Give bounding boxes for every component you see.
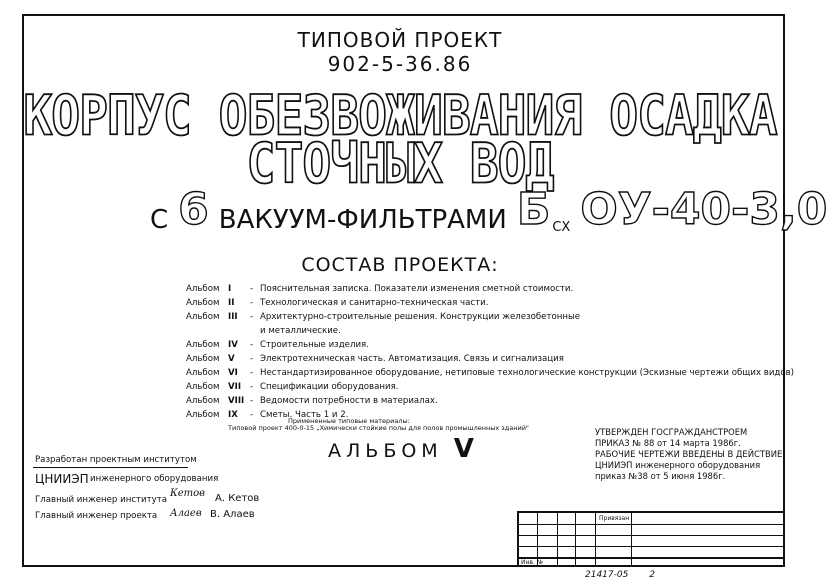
title-line-2: СТОЧНЫХ ВОД xyxy=(246,131,554,197)
list-item: Альбом II - Технологическая и санитарно-техническая части. xyxy=(186,298,489,308)
album-word: Альбом xyxy=(186,340,220,350)
project-number: 902-5-36.86 xyxy=(327,52,473,76)
album-label-number: V xyxy=(453,434,479,464)
album-description: и металлические. xyxy=(260,326,341,336)
signature-ks: Алаев xyxy=(170,508,202,519)
approval-line-2: ПРИКАЗ № 88 от 14 марта 1986г. xyxy=(595,438,741,448)
sub-model-letter: Б xyxy=(516,184,551,235)
divider xyxy=(519,535,785,536)
developer-org: ЦНИИЭП xyxy=(35,472,89,486)
album-description: Пояснительная записка. Показатели изменения сметной стоимости. xyxy=(260,284,574,294)
sub-model-subscript: СХ xyxy=(552,220,571,235)
album-word: Альбом xyxy=(186,410,220,420)
list-item: Альбом I - Пояснительная записка. Показатели изменения сметной стоимости. xyxy=(186,284,574,294)
list-item: Альбом VII - Спецификации оборудования. xyxy=(186,382,399,392)
divider xyxy=(519,557,785,559)
album-label-word: АЛЬБОМ xyxy=(328,440,443,462)
album-number: IX xyxy=(228,410,238,420)
list-item: Альбом VI - Нестандартизированное оборудование, нетиповые технологические конструкции (Эскизные чертежи общих видов) xyxy=(186,368,795,378)
sub-count: 6 xyxy=(178,184,209,235)
album-description: Технологическая и санитарно-техническая части. xyxy=(260,298,489,308)
list-item: Альбом V - Электротехническая часть. Автоматизация. Связь и сигнализация xyxy=(186,354,564,364)
footer-number: 21417-05 xyxy=(585,570,629,580)
album-number: VIII xyxy=(228,396,245,406)
list-item: Альбом IV - Строительные изделия. xyxy=(186,340,369,350)
applied-line-2: Типовой проект 400-0-15 „Химически стойкие полы для полов промышленных зданий" xyxy=(228,424,529,432)
album-word: Альбом xyxy=(186,284,220,294)
sub-prefix: С xyxy=(150,205,169,235)
album-label xyxy=(328,434,479,464)
signature-kr: Кетов xyxy=(170,488,205,499)
sub-text: ВАКУУМ-ФИЛЬТРАМИ xyxy=(218,205,507,235)
album-number: III xyxy=(228,312,238,322)
album-number: VII xyxy=(228,382,242,392)
applied-materials-note xyxy=(228,418,529,432)
composition-title: СОСТАВ ПРОЕКТА: xyxy=(301,254,499,276)
stamp-inv-label: Инв. № xyxy=(521,559,544,566)
divider xyxy=(519,524,785,525)
album-number: IV xyxy=(228,340,238,350)
chief-project-name: В. Алаев xyxy=(210,509,255,520)
album-word: Альбом xyxy=(186,298,220,308)
album-description: Архитектурно-строительные решения. Конструкции железобетонные xyxy=(260,312,581,322)
project-type-label: ТИПОВОЙ ПРОЕКТ xyxy=(297,28,503,52)
sub-model: ОУ-40-3,0 xyxy=(580,184,827,235)
list-item: Альбом IX - Сметы. Часть 1 и 2. xyxy=(186,410,349,420)
divider xyxy=(519,546,785,547)
footer-sheet: 2 xyxy=(649,570,655,580)
title-line-1: КОРПУС ОБЕЗВОЖИВАНИЯ ОСАДКА xyxy=(23,83,777,149)
album-description: Строительные изделия. xyxy=(260,340,369,350)
approval-line-3: РАБОЧИЕ ЧЕРТЕЖИ ВВЕДЕНЫ В ДЕЙСТВИЕ xyxy=(595,449,783,459)
album-number: V xyxy=(228,354,235,364)
chief-project-label: Главный инженер проекта xyxy=(35,511,158,521)
album-number: VI xyxy=(228,368,238,378)
album-list xyxy=(186,282,794,422)
stamp-tied-label: Привязан xyxy=(599,515,630,522)
album-number: II xyxy=(228,298,235,308)
chief-institute-name: А. Кетов xyxy=(215,493,260,504)
list-item xyxy=(186,324,794,338)
album-word: Альбом xyxy=(186,354,220,364)
list-item: Альбом III - Архитектурно-строительные решения. Конструкции железобетонные xyxy=(186,312,581,322)
album-word: Альбом xyxy=(186,396,220,406)
album-number: I xyxy=(228,284,232,294)
list-item: Альбом VIII - Ведомости потребности в материалах. xyxy=(186,396,438,406)
album-description: Ведомости потребности в материалах. xyxy=(260,396,438,406)
album-word: Альбом xyxy=(186,312,220,322)
album-description: Сметы. Часть 1 и 2. xyxy=(260,410,349,420)
album-word: Альбом xyxy=(186,382,220,392)
developer-label: Разработан проектным институтом xyxy=(35,455,197,465)
developer-org-sub: инженерного оборудования xyxy=(90,474,219,484)
stamp-table xyxy=(517,511,785,567)
album-description: Нестандартизированное оборудование, нетиповые технологические конструкции (Эскизные чертежи общих видов) xyxy=(260,368,795,378)
footer-document-number xyxy=(585,570,655,580)
approval-block xyxy=(595,427,782,482)
divider xyxy=(33,467,188,468)
album-description: Электротехническая часть. Автоматизация. Связь и сигнализация xyxy=(260,354,564,364)
album-word: Альбом xyxy=(186,368,220,378)
approval-line-1: УТВЕРЖДЕН ГОСГРАЖДАНСТРОЕМ xyxy=(595,427,748,437)
applied-line-1: Примененные типовые материалы: xyxy=(288,417,410,425)
approval-line-5: приказ №38 от 5 июня 1986г. xyxy=(595,471,726,481)
title-subline xyxy=(150,184,827,235)
chief-institute-label: Главный инженер института xyxy=(35,495,167,505)
approval-line-4: ЦНИИЭП инженерного оборудования xyxy=(595,460,761,470)
album-description: Спецификации оборудования. xyxy=(260,382,399,392)
